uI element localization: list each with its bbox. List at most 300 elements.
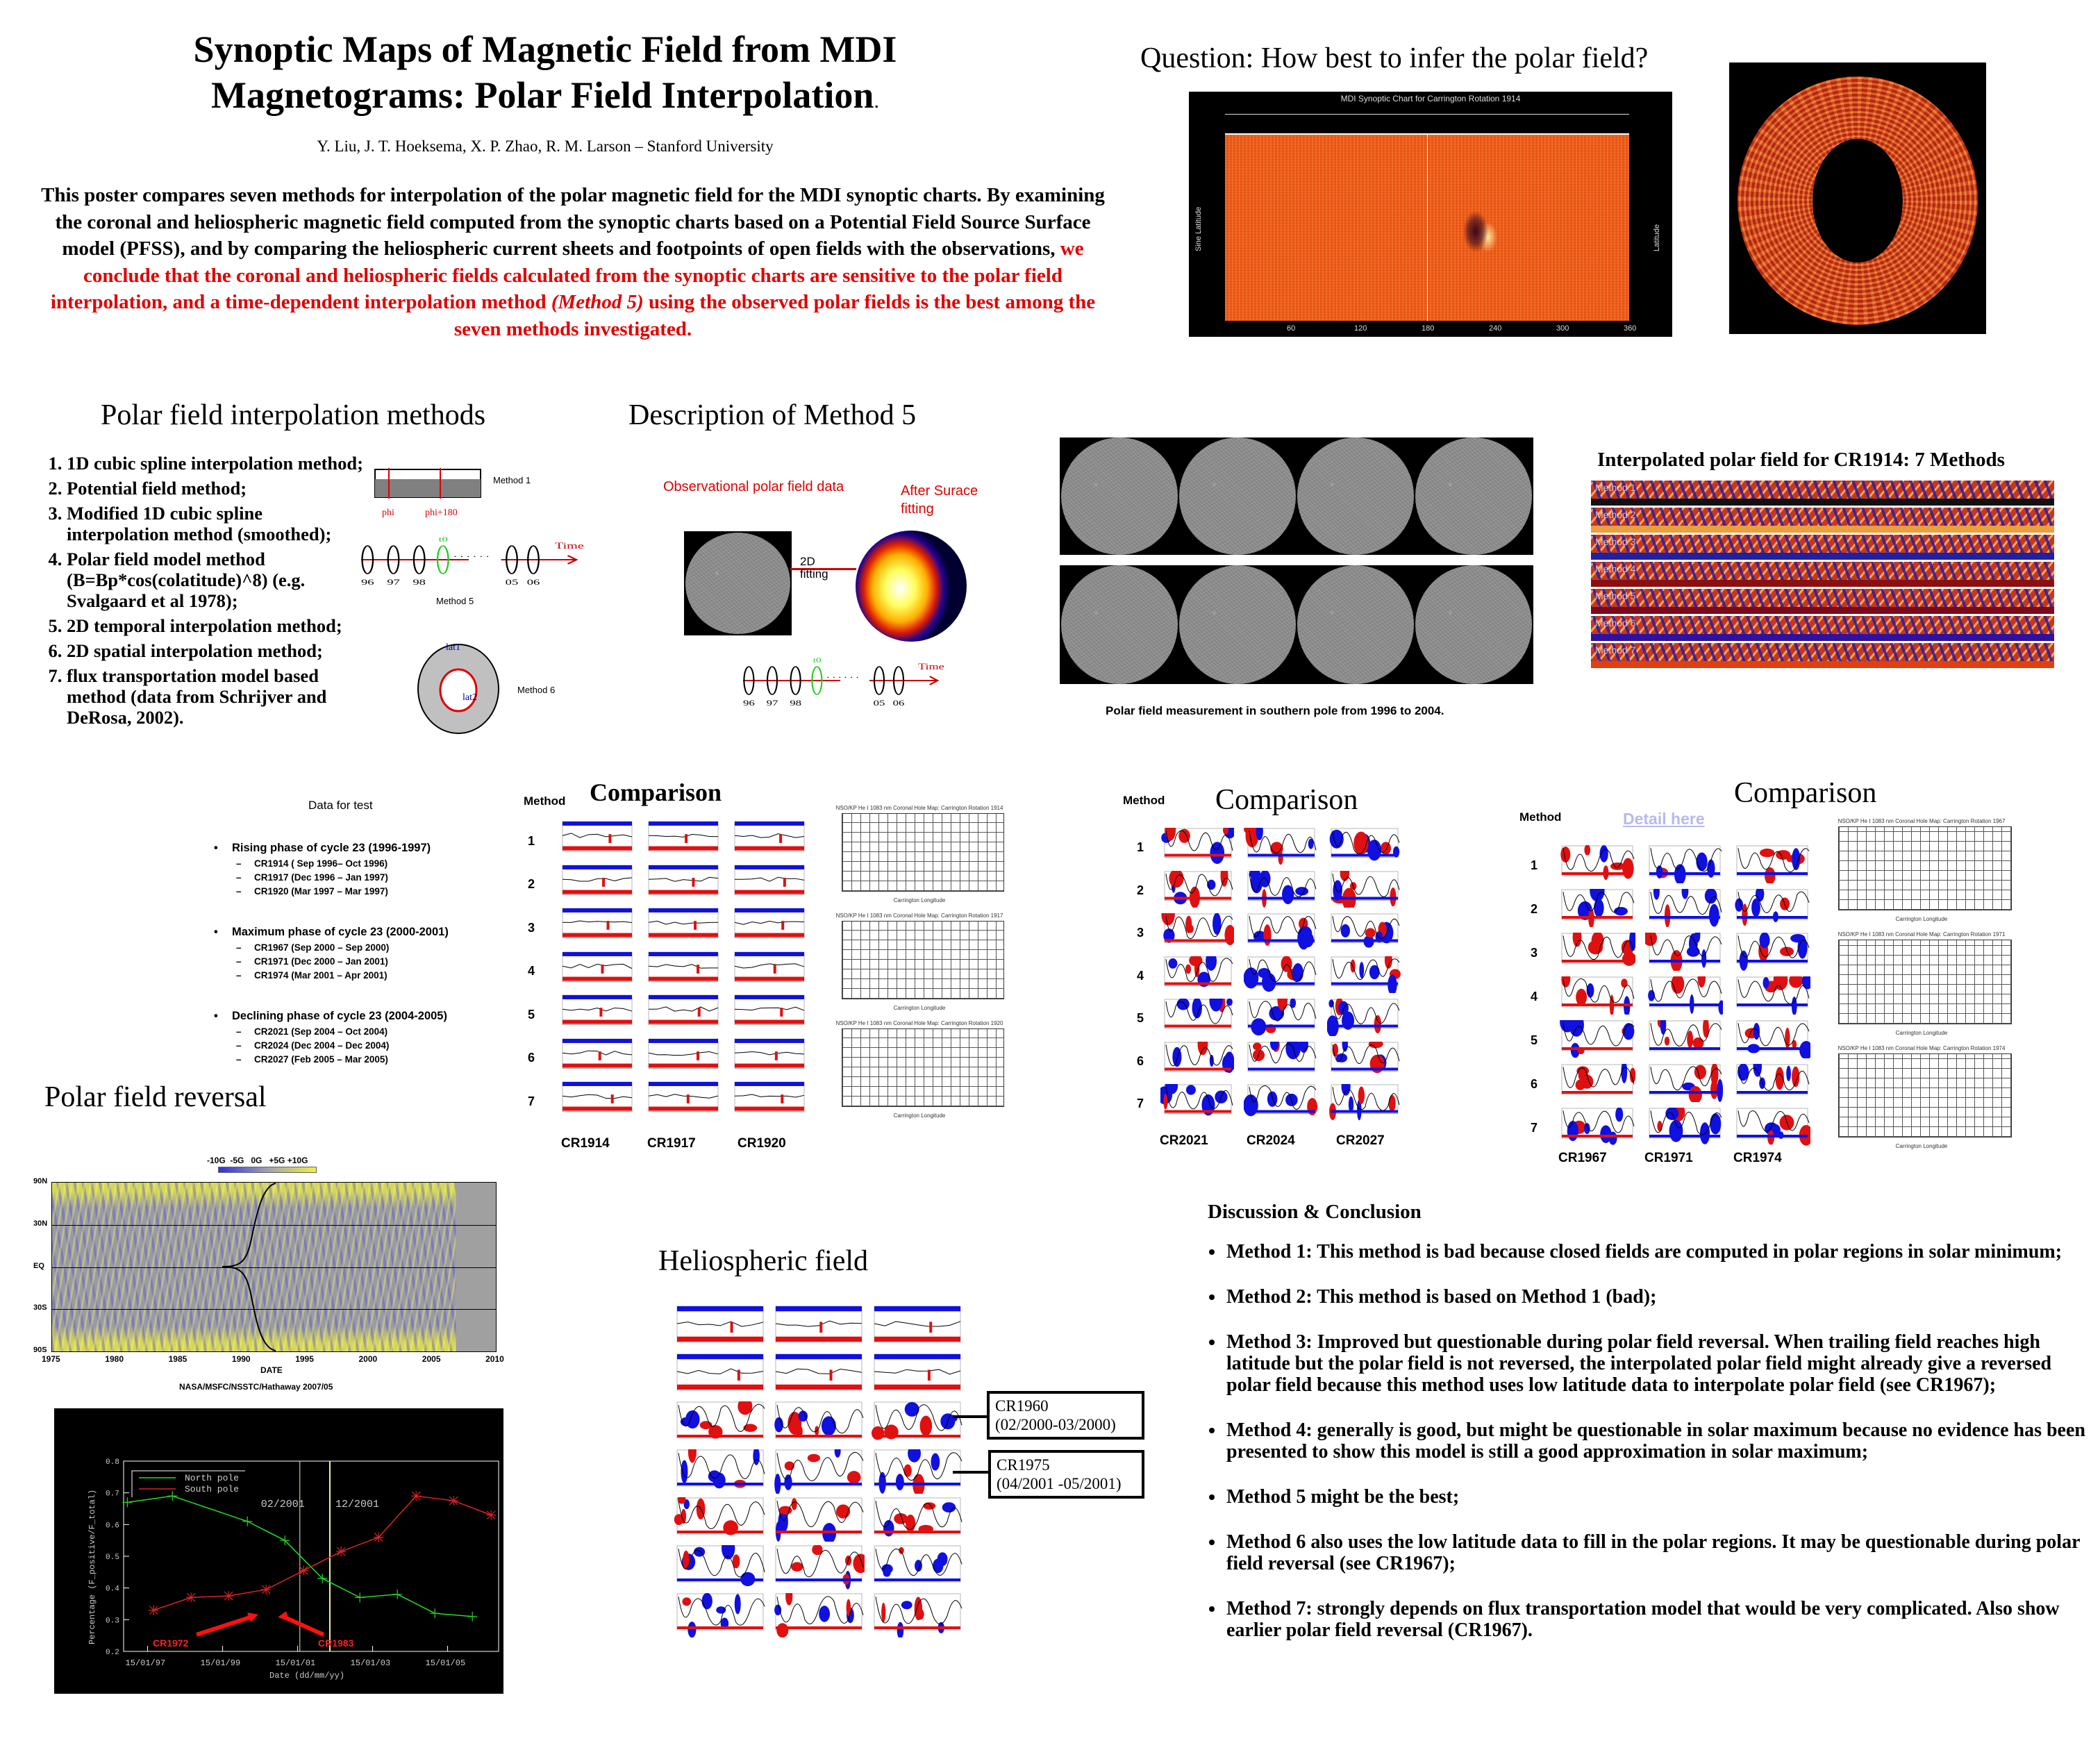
t0-label: t0 (812, 656, 822, 665)
polar-measurement-row-2 (1060, 565, 1533, 684)
coronal-hole-map (831, 1020, 1008, 1122)
method-item: 1. 1D cubic spline interpolation method; (67, 453, 365, 474)
cr-column-label: CR1917 (647, 1136, 696, 1151)
method5-heading: Description of Method 5 (628, 399, 917, 431)
timeline-year: 97 (387, 578, 400, 588)
field-panel (1160, 871, 1234, 908)
field-panel (1645, 976, 1723, 1015)
field-panel (1244, 871, 1317, 908)
field-panel (558, 821, 635, 859)
method-row-number: 2 (528, 877, 535, 892)
year-label: 1985 (168, 1354, 188, 1364)
field-panel (772, 1353, 865, 1398)
cr-item: – CR1974 (Mar 2001 – Apr 2001) (214, 970, 506, 981)
synoptic-xtick: 120 (1354, 324, 1367, 333)
method-row-number: 1 (1137, 840, 1144, 855)
x-tick-label: 15/01/03 (350, 1658, 391, 1668)
data-point-south (486, 1510, 496, 1520)
authors: Y. Liu, J. T. Hoeksema, X. P. Zhao, R. M. Larson – Stanford University (317, 138, 774, 155)
strip-label: Method 1 (1595, 482, 1636, 493)
synoptic-xtick: 60 (1287, 324, 1296, 333)
field-panel (772, 1306, 865, 1350)
series-line-south (153, 1496, 491, 1610)
field-panel (870, 1545, 963, 1590)
plot-frame (124, 1461, 499, 1651)
method-item: 7. flux transportation model based method (data from Schrijver and DeRosa, 2002). (67, 665, 365, 728)
timeline-year: 05 (505, 578, 519, 588)
field-panel (1327, 956, 1401, 994)
field-panel (870, 1306, 963, 1350)
y-tick-label: 0.8 (106, 1458, 119, 1467)
colorbar-label: -10G -5G 0G +5G +10G (207, 1156, 308, 1165)
cr-item: – CR1920 (Mar 1997 – Mar 1997) (214, 886, 506, 897)
coronal-hole-map-xlabel: Carrington Longitude (893, 1112, 946, 1119)
cr-item: – CR1917 (Dec 1996 – Jan 1997) (214, 872, 506, 883)
field-panel (673, 1449, 766, 1494)
time-label: Time (918, 662, 944, 672)
annotation-cr1972: CR1972 (153, 1638, 189, 1649)
field-panel (1327, 913, 1401, 951)
cr-column-label: CR2027 (1336, 1133, 1385, 1148)
field-panel (1244, 1084, 1317, 1122)
legend-entry: South pole (185, 1484, 240, 1494)
field-panel (673, 1306, 766, 1350)
method-row-number: 6 (528, 1051, 535, 1065)
field-panel (673, 1497, 766, 1542)
methods-heading: Polar field interpolation methods (101, 399, 486, 431)
method-diagrams (361, 458, 611, 736)
x-tick-label: 15/01/01 (275, 1658, 316, 1668)
method-item: 2. Potential field method; (67, 478, 365, 499)
field-panel (1160, 1084, 1234, 1122)
helio-heading: Heliospheric field (658, 1245, 869, 1277)
phase-item: • Maximum phase of cycle 23 (2000-2001) (214, 926, 506, 939)
method-row-number: 4 (528, 964, 535, 978)
data-point-north (467, 1612, 477, 1622)
phase-item: • Declining phase of cycle 23 (2004-2005) (214, 1010, 506, 1023)
strip-label: Method 7 (1595, 644, 1636, 656)
field-panel (1645, 845, 1723, 883)
field-panel (558, 994, 635, 1033)
coronal-hole-map-title: NSO/KP He I 1083 nm Coronal Hole Map: Carrington Rotation 1917 (835, 912, 1003, 919)
synoptic-xtick: 360 (1624, 324, 1637, 333)
title-line-2: Magnetograms: Polar Field Interpolation (211, 74, 874, 116)
method-row-number: 5 (1531, 1033, 1538, 1047)
year-label: 1975 (42, 1354, 60, 1364)
synoptic-xtick: 180 (1422, 324, 1435, 333)
field-panel (644, 1081, 721, 1119)
butterfly-xlabel: DATE (260, 1365, 283, 1375)
discussion-item: • Method 3: Improved but questionable during polar field reversal. When trailing field reaches high latitude but the polar field is not reversed, the interpolated polar field might already give a reversed polar field because this method uses low latitude data to interpolate polar field (see CR1967); (1225, 1331, 2086, 1396)
coronal-hole-map-title: NSO/KP He I 1083 nm Coronal Hole Map: Carrington Rotation 1914 (835, 805, 1003, 811)
field-panel (1733, 976, 1810, 1015)
field-panel (558, 951, 635, 990)
callout-cr1960: CR1960 (02/2000-03/2000) (987, 1391, 1144, 1440)
field-panel (731, 865, 807, 903)
cr-item: – CR2027 (Feb 2005 – Mar 2005) (214, 1054, 506, 1065)
reversal-heading: Polar field reversal (44, 1081, 267, 1113)
field-panel (1327, 871, 1401, 908)
data-point-south (449, 1496, 458, 1506)
cr-column-label: CR1914 (561, 1136, 610, 1151)
field-panel (1733, 1020, 1810, 1058)
data-point-north (167, 1491, 177, 1501)
coronal-hole-map (831, 805, 1008, 907)
legend-entry: North pole (185, 1473, 240, 1483)
field-panel (731, 908, 807, 946)
field-panel (1244, 828, 1317, 865)
field-panel (731, 821, 807, 859)
coronal-hole-map-xlabel: Carrington Longitude (1895, 1142, 1948, 1149)
field-panel (772, 1449, 865, 1494)
field-panel (1327, 999, 1401, 1036)
cr-column-label: CR1967 (1558, 1151, 1607, 1165)
method-row-number: 1 (528, 833, 535, 848)
interpolated-strips (1591, 481, 2054, 669)
question-heading: Question: How best to infer the polar field? (1140, 42, 1649, 74)
field-panel (1160, 1042, 1234, 1079)
field-panel (644, 821, 721, 859)
coronal-hole-map (1827, 931, 2016, 1039)
polar-measurement-caption: Polar field measurement in southern pole from 1996 to 2004. (1106, 704, 1444, 717)
discussion-item: • Method 2: This method is based on Method 1 (bad); (1225, 1286, 2086, 1308)
title-suffix: . (874, 90, 879, 112)
coronal-hole-map-xlabel: Carrington Longitude (1895, 1029, 1948, 1036)
field-panel (1160, 956, 1234, 994)
timeline-year: 96 (361, 578, 374, 588)
year-label: 2010 (485, 1354, 504, 1364)
field-panel (772, 1497, 865, 1542)
synoptic-ylabel-left: Sine Latitude (1194, 206, 1203, 251)
timeline-year: 98 (412, 578, 426, 588)
method-label-2: Method (1123, 794, 1165, 807)
coronal-hole-map-title: NSO/KP He I 1083 nm Coronal Hole Map: Carrington Rotation 1971 (1838, 931, 2006, 938)
coronal-hole-map-title: NSO/KP He I 1083 nm Coronal Hole Map: Carrington Rotation 1920 (835, 1020, 1003, 1026)
field-panel (1733, 845, 1810, 883)
field-panel (1244, 913, 1317, 951)
abstract-method5: (Method 5) (551, 291, 644, 313)
field-panel (1558, 976, 1635, 1015)
reference-line-label: 02/2001 (260, 1499, 305, 1510)
data-point-north (355, 1592, 365, 1602)
field-panel (1558, 1020, 1635, 1058)
coronal-hole-map (1827, 1045, 2016, 1153)
method-item: 3. Modified 1D cubic spline interpolation method (smoothed); (67, 503, 365, 544)
method-row-number: 4 (1137, 968, 1144, 983)
data-point-south (336, 1547, 346, 1556)
lat-label: 90N (33, 1177, 48, 1185)
arrow-cr1960 (953, 1415, 988, 1418)
synoptic-chart-image (1189, 92, 1672, 337)
year-label: 1990 (231, 1354, 251, 1364)
after-fitting-label: After Surace fitting (901, 483, 978, 517)
comparison-heading-2: Comparison (1215, 784, 1358, 816)
coronal-hole-map-title: NSO/KP He I 1083 nm Coronal Hole Map: Carrington Rotation 1974 (1838, 1044, 2006, 1051)
coronal-hole-map (1827, 818, 2016, 926)
method-row-number: 4 (1531, 989, 1538, 1003)
field-panel (1558, 889, 1635, 927)
discussion-item: • Method 4: generally is good, but might be questionable in solar maximum because no evidence has been presented to show this model is still a good approximation in solar maximum; (1225, 1419, 2086, 1462)
field-panel (870, 1497, 963, 1542)
data-point-south (261, 1585, 271, 1594)
coronal-hole-map-xlabel: Carrington Longitude (893, 897, 946, 903)
data-point-south (186, 1592, 196, 1602)
fit-label: 2D fitting (800, 555, 828, 581)
field-panel (731, 1081, 807, 1119)
annotation-arrow (283, 1617, 324, 1635)
data-for-test (214, 799, 506, 1065)
method-row-number: 7 (528, 1094, 535, 1108)
discussion (1208, 1201, 2086, 1665)
field-panel (731, 951, 807, 990)
field-panel (1244, 999, 1317, 1036)
timeline-year: 06 (526, 578, 540, 588)
field-panel (870, 1449, 963, 1494)
synoptic-ylabel-right: Latitude (1653, 224, 1661, 251)
y-tick-label: 0.6 (106, 1522, 119, 1531)
polar-projection-image (1729, 62, 1986, 334)
y-axis-label: Percentage (F_positive/F_total) (88, 1489, 97, 1644)
field-panel (1733, 1064, 1810, 1102)
strip-label: Method 6 (1595, 617, 1636, 628)
method-label-1: Method (524, 794, 566, 808)
annotation-arrow (197, 1617, 252, 1635)
field-panel (673, 1353, 766, 1398)
comparison-heading-3: Comparison (1734, 777, 1877, 809)
coronal-hole-map (831, 912, 1008, 1015)
field-panel (1160, 913, 1234, 951)
field-panel (1327, 1084, 1401, 1122)
discussion-heading: Discussion & Conclusion (1208, 1201, 1422, 1223)
coronal-hole-map-xlabel: Carrington Longitude (1895, 916, 1948, 923)
method-item: 6. 2D spatial interpolation method; (67, 640, 365, 661)
timeline-year: 06 (892, 699, 905, 708)
obs-label: Observational polar field data (663, 479, 844, 494)
phase-item: • Rising phase of cycle 23 (1996-1997) (214, 842, 506, 855)
phi180-label: phi+180 (425, 508, 458, 518)
field-panel (1558, 1064, 1635, 1102)
year-label: 1980 (105, 1354, 124, 1364)
field-panel (1645, 1108, 1723, 1146)
synoptic-title: MDI Synoptic Chart for Carrington Rotation 1914 (1340, 94, 1521, 103)
interpolated-heading: Interpolated polar field for CR1914: 7 Methods (1597, 449, 2005, 471)
field-panel (558, 865, 635, 903)
butterfly-credit: NASA/MSFC/NSSTC/Hathaway 2007/05 (179, 1382, 333, 1392)
field-panel (1244, 956, 1317, 994)
polar-measurement-row-1 (1060, 438, 1533, 555)
method-row-number: 2 (1137, 883, 1144, 897)
field-panel (731, 994, 807, 1033)
field-panel (731, 1038, 807, 1076)
field-panel (1645, 1020, 1723, 1058)
comparison-heading-1: Comparison (590, 778, 722, 806)
cr-column-label: CR1920 (738, 1136, 786, 1151)
method6-label: Method 6 (517, 685, 556, 695)
lat-label: EQ (33, 1261, 44, 1270)
abstract-conclusion-end: using the observed polar fields is the best among the seven methods investigated. (453, 291, 1096, 340)
abstract-text: This poster compares seven methods for interpolation of the polar magnetic field for the MDI synoptic charts. By examining the coronal and heliospheric magnetic field computed from the synoptic charts based on a Potential Field Source Surface model (PFSS), and by comparing the heliospheric current sheets and footpoints of open fields with the observations, (41, 184, 1105, 260)
data-point-south (299, 1566, 308, 1576)
method-row-number: 2 (1531, 901, 1538, 916)
lat-label: 30S (33, 1303, 47, 1312)
method-row-number: 3 (1137, 926, 1144, 940)
timeline-year: 96 (743, 699, 755, 708)
discussion-item: • Method 1: This method is bad because closed fields are computed in polar regions in solar minimum; (1225, 1241, 2086, 1262)
cr-column-label: CR2021 (1160, 1133, 1208, 1148)
strip-label: Method 5 (1595, 590, 1636, 601)
strip-label: Method 4 (1595, 563, 1636, 574)
method-row-number: 6 (1531, 1076, 1538, 1091)
method-item: 5. 2D temporal interpolation method; (67, 615, 365, 636)
y-tick-label: 0.3 (106, 1617, 119, 1626)
year-label: 2000 (358, 1354, 378, 1364)
coronal-hole-map-xlabel: Carrington Longitude (893, 1005, 946, 1011)
strip-label: Method 3 (1595, 536, 1636, 547)
cr-item: – CR1967 (Sep 2000 – Sep 2000) (214, 942, 506, 953)
field-panel (1327, 1042, 1401, 1079)
butterfly-diagram (51, 1182, 497, 1352)
field-panel (1558, 1108, 1635, 1146)
field-panel (644, 1038, 721, 1076)
method-row-number: 5 (1137, 1011, 1144, 1026)
field-panel (558, 908, 635, 946)
field-panel (558, 1038, 635, 1076)
observed-polar-image (684, 531, 792, 635)
lat-label: 90S (33, 1346, 47, 1354)
methods-list (46, 453, 365, 732)
cr-column-label: CR1971 (1644, 1151, 1693, 1165)
method-item: 4. Polar field model method (B=Bp*cos(colatitude)^8) (e.g. Svalgaard et al 1978); (67, 549, 365, 611)
data-point-north (430, 1608, 440, 1618)
discussion-item: • Method 5 might be the best; (1225, 1486, 2086, 1508)
colorbar (218, 1167, 317, 1173)
method1-label: Method 1 (493, 475, 531, 485)
cr-item: – CR2021 (Sep 2004 – Oct 2004) (214, 1026, 506, 1037)
lat1-label: lat1 (446, 642, 460, 653)
poster-title (104, 26, 986, 124)
field-panel (870, 1353, 963, 1398)
method-row-number: 1 (1531, 858, 1538, 872)
timeline-dots: . . . . . . (453, 550, 490, 560)
field-panel (772, 1593, 865, 1638)
x-axis-label: Date (dd/mm/yy) (269, 1671, 345, 1681)
field-panel (644, 908, 721, 946)
field-panel (1327, 828, 1401, 865)
abstract (35, 182, 1111, 342)
method-label-3: Method (1519, 810, 1562, 824)
field-panel (1733, 889, 1810, 927)
field-panel (673, 1545, 766, 1590)
cr-column-label: CR2024 (1247, 1133, 1295, 1148)
y-tick-label: 0.7 (106, 1490, 119, 1499)
detail-here-link[interactable]: Detail here (1623, 810, 1705, 828)
method-row-number: 7 (1531, 1120, 1538, 1135)
method5-timeline (736, 646, 958, 715)
lat-label: 30N (33, 1219, 48, 1228)
data-point-south (149, 1606, 158, 1615)
data-point-north (242, 1517, 252, 1526)
cr-item: – CR2024 (Dec 2004 – Dec 2004) (214, 1040, 506, 1051)
timeline-dots: . . . . . . (826, 671, 859, 681)
method-row-number: 7 (1137, 1097, 1144, 1111)
lat2-label: lat2 (462, 692, 477, 703)
synoptic-xtick: 300 (1556, 324, 1569, 333)
field-panel (1733, 933, 1810, 971)
field-panel (1160, 999, 1234, 1036)
field-panel (1645, 933, 1723, 971)
cr-item: – CR1971 (Dec 2000 – Jan 2001) (214, 956, 506, 967)
synoptic-xtick: 240 (1489, 324, 1502, 333)
phi-label: phi (382, 508, 394, 518)
timeline-year: 05 (873, 699, 885, 708)
field-panel (870, 1593, 963, 1638)
reference-line-label: 12/2001 (335, 1499, 380, 1510)
data-point-south (374, 1533, 383, 1542)
x-tick-label: 15/01/99 (200, 1658, 241, 1668)
field-panel (644, 865, 721, 903)
t0-label: t0 (438, 535, 448, 544)
arrow-cr1975 (953, 1471, 989, 1474)
year-label: 2005 (422, 1354, 441, 1364)
field-panel (1558, 845, 1635, 883)
callout-cr1975: CR1975 (04/2001 -05/2001) (988, 1450, 1144, 1499)
annotation-cr1983: CR1983 (318, 1638, 354, 1649)
coronal-hole-map-title: NSO/KP He I 1083 nm Coronal Hole Map: Carrington Rotation 1967 (1838, 818, 2006, 824)
field-panel (772, 1545, 865, 1590)
data-for-test-heading: Data for test (308, 799, 373, 812)
field-panel (1244, 1042, 1317, 1079)
method5-label: Method 5 (436, 596, 474, 606)
strip-label: Method 2 (1595, 509, 1636, 520)
data-point-south (224, 1591, 233, 1601)
polar-percentage-chart (54, 1408, 503, 1694)
fitted-polar-image (856, 531, 967, 642)
field-panel (673, 1593, 766, 1638)
field-panel (1645, 889, 1723, 927)
method-row-number: 3 (1531, 945, 1538, 960)
method-row-number: 6 (1137, 1053, 1144, 1068)
discussion-item: • Method 6 also uses the low latitude data to fill in the polar regions. It may be questionable during polar field reversal (see CR1967); (1225, 1531, 2086, 1574)
field-panel (1160, 828, 1234, 865)
field-panel (644, 951, 721, 990)
discussion-item: • Method 7: strongly depends on flux transportation model that would be very complicated. Also show earlier polar field reversal (CR1967). (1225, 1598, 2086, 1641)
data-point-south (411, 1491, 421, 1501)
x-tick-label: 15/01/05 (425, 1658, 466, 1668)
cr-column-label: CR1974 (1733, 1151, 1782, 1165)
field-panel (1558, 933, 1635, 971)
field-panel (1733, 1108, 1810, 1146)
y-tick-label: 0.2 (106, 1649, 119, 1657)
timeline-year: 98 (790, 699, 801, 708)
field-panel (558, 1081, 635, 1119)
data-point-north (392, 1590, 402, 1599)
field-panel (644, 994, 721, 1033)
method-row-number: 5 (528, 1007, 535, 1022)
field-panel (1645, 1064, 1723, 1102)
y-tick-label: 0.4 (106, 1585, 119, 1594)
field-panel (772, 1401, 865, 1446)
title-line-1: Synoptic Maps of Magnetic Field from MDI (193, 28, 897, 70)
field-panel (673, 1401, 766, 1446)
time-label: Time (555, 540, 584, 551)
y-tick-label: 0.5 (106, 1553, 119, 1562)
cr-item: – CR1914 ( Sep 1996– Oct 1996) (214, 858, 506, 869)
abstract-conclusion: we conclude that the coronal and heliospheric fields calculated from the synoptic charts are sensitive to the polar field interpolation, and a time-dependent interpolation method (50, 238, 1084, 313)
field-panel (870, 1401, 963, 1446)
x-tick-label: 15/01/97 (125, 1658, 166, 1668)
method-row-number: 3 (528, 920, 535, 935)
year-label: 1995 (295, 1354, 314, 1364)
